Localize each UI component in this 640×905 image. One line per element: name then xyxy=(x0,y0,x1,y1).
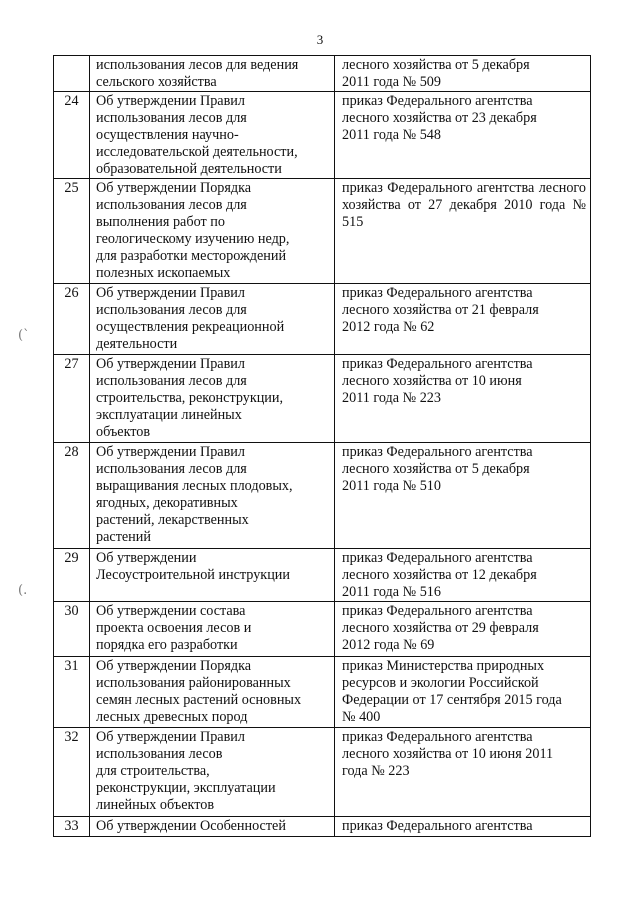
scan-artifact-mark: (. xyxy=(18,583,28,598)
document-reference: приказ Федерального агентства лесного хозяйства от 21 февраля 2012 года № 62 xyxy=(335,284,591,355)
document-title: Об утверждении Правил использования лесов для осуществления рекреационной деятельности xyxy=(90,284,335,355)
document-title: Об утверждении состава проекта освоения лесов и порядка его разработки xyxy=(90,602,335,657)
row-number: 24 xyxy=(54,92,90,179)
document-title: Об утверждении Лесоустроительной инструкции xyxy=(90,549,335,602)
table-row xyxy=(54,657,591,728)
row-number xyxy=(54,56,90,92)
table-row xyxy=(54,56,591,92)
document-reference: приказ Министерства природных ресурсов и экологии Российской Федерации от 17 сентября 2015 года № 400 xyxy=(335,657,591,728)
document-title: Об утверждении Особенностей xyxy=(90,817,335,837)
table-row xyxy=(54,549,591,602)
row-number: 25 xyxy=(54,179,90,284)
row-number: 31 xyxy=(54,657,90,728)
document-title: Об утверждении Правил использования лесов для осуществления научно- исследовательской деятельности, образовательной деятельности xyxy=(90,92,335,179)
table-row xyxy=(54,728,591,817)
document-title: Об утверждении Правил использования лесов для строительства, реконструкции, эксплуатации линейных объектов xyxy=(90,728,335,817)
document-title: Об утверждении Порядка использования лесов для выполнения работ по геологическому изучению недр, для разработки месторождений полезных ископаемых xyxy=(90,179,335,284)
document-reference: приказ Федерального агентства лесного хозяйства от 27 декабря 2010 года № 515 xyxy=(335,179,591,284)
document-reference: приказ Федерального агентства лесного хозяйства от 29 февраля 2012 года № 69 xyxy=(335,602,591,657)
row-number: 30 xyxy=(54,602,90,657)
regulations-table xyxy=(53,55,591,837)
document-reference: приказ Федерального агентства лесного хозяйства от 5 декабря 2011 года № 510 xyxy=(335,443,591,549)
document-reference: лесного хозяйства от 5 декабря 2011 года № 509 xyxy=(335,56,591,92)
page-number: 3 xyxy=(316,32,324,47)
table-row xyxy=(54,284,591,355)
table-row xyxy=(54,355,591,443)
document-title: использования лесов для ведения сельского хозяйства xyxy=(90,56,335,92)
table-row xyxy=(54,602,591,657)
table-row xyxy=(54,443,591,549)
row-number: 32 xyxy=(54,728,90,817)
document-title: Об утверждении Правил использования лесов для строительства, реконструкции, эксплуатации линейных объектов xyxy=(90,355,335,443)
document-reference: приказ Федерального агентства xyxy=(335,817,591,837)
document-reference: приказ Федерального агентства лесного хозяйства от 10 июня 2011 года № 223 xyxy=(335,728,591,817)
document-title: Об утверждении Правил использования лесов для выращивания лесных плодовых, ягодных, декоративных растений, лекарственных растений xyxy=(90,443,335,549)
row-number: 27 xyxy=(54,355,90,443)
document-title: Об утверждении Порядка использования районированных семян лесных растений основных лесных древесных пород xyxy=(90,657,335,728)
table-row xyxy=(54,92,591,179)
document-reference: приказ Федерального агентства лесного хозяйства от 10 июня 2011 года № 223 xyxy=(335,355,591,443)
table-row xyxy=(54,817,591,837)
document-reference: приказ Федерального агентства лесного хозяйства от 23 декабря 2011 года № 548 xyxy=(335,92,591,179)
table-row xyxy=(54,179,591,284)
scan-artifact-mark: (` xyxy=(18,328,30,343)
row-number: 28 xyxy=(54,443,90,549)
document-reference: приказ Федерального агентства лесного хозяйства от 12 декабря 2011 года № 516 xyxy=(335,549,591,602)
row-number: 29 xyxy=(54,549,90,602)
row-number: 33 xyxy=(54,817,90,837)
regulations-table-body xyxy=(54,56,591,837)
row-number: 26 xyxy=(54,284,90,355)
